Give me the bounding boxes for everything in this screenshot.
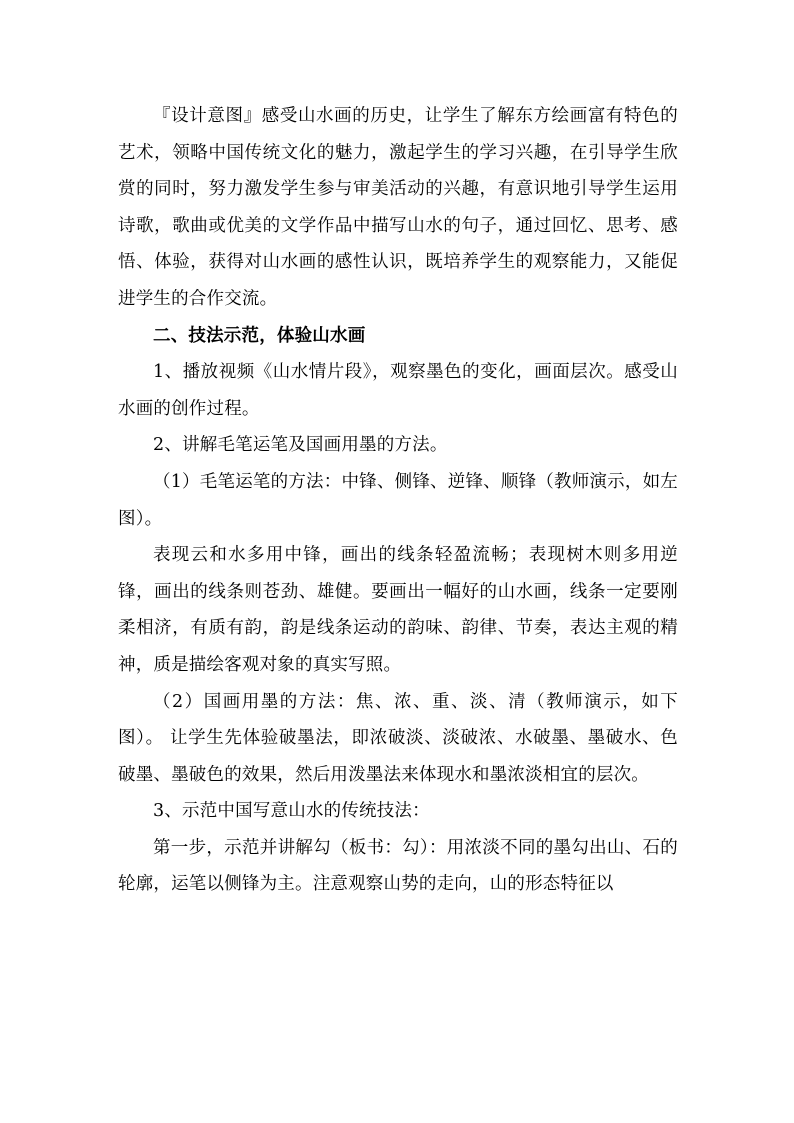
paragraph-design-intent: 『设计意图』感受山水画的历史，让学生了解东方绘画富有特色的艺术，领略中国传统文化的魅力，激起学生的学习兴趣，在引导学生欣赏的同时，努力激发学生参与审美活动的兴趣，有意识地引导学生运用诗歌，歌曲或优美的文学作品中描写山水的句子，通过回忆、思考、感悟、体验，获得对山水画的感性认识，既培养学生的观察能力，又能促进学生的合作交流。 xyxy=(118,106,678,309)
paragraph-step-2: 2、讲解毛笔运笔及国画用墨的方法。 xyxy=(153,435,448,456)
paragraph-step-1: 1、播放视频《山水情片段》，观察墨色的变化，画面层次。感受山水画的创作过程。 xyxy=(118,362,678,419)
paragraph-brush-lines: 表现云和水多用中锋，画出的线条轻盈流畅；表现树木则多用逆锋，画出的线条则苍劲、雄健。要画出一幅好的山水画，线条一定要刚柔相济，有质有韵，韵是线条运动的韵味、韵律、节奏，表达主观的精神，质是描绘客观对象的真实写照。 xyxy=(118,545,678,675)
paragraph-brush-methods: （1）毛笔运笔的方法：中锋、侧锋、逆锋、顺锋（教师演示，如左图）。 xyxy=(118,471,678,529)
paragraph-ink-methods: （2）国画用墨的方法：焦、浓、重、淡、清（教师演示，如下图）。 让学生先体验破墨法，即浓破淡、淡破浓、水破墨、墨破水、色破墨、墨破色的效果，然后用泼墨法来体现水和墨浓淡相宜的层次。 xyxy=(118,691,678,785)
paragraph-step-3: 3、示范中国写意山水的传统技法： xyxy=(153,801,430,822)
document-page xyxy=(118,98,678,903)
paragraph-first-step: 第一步，示范并讲解勾（板书：勾）：用浓淡不同的墨勾出山、石的轮廓，运笔以侧锋为主。注意观察山势的走向，山的形态特征以 xyxy=(118,837,678,895)
section-heading: 二、技法示范，体验山水画 xyxy=(153,325,366,346)
